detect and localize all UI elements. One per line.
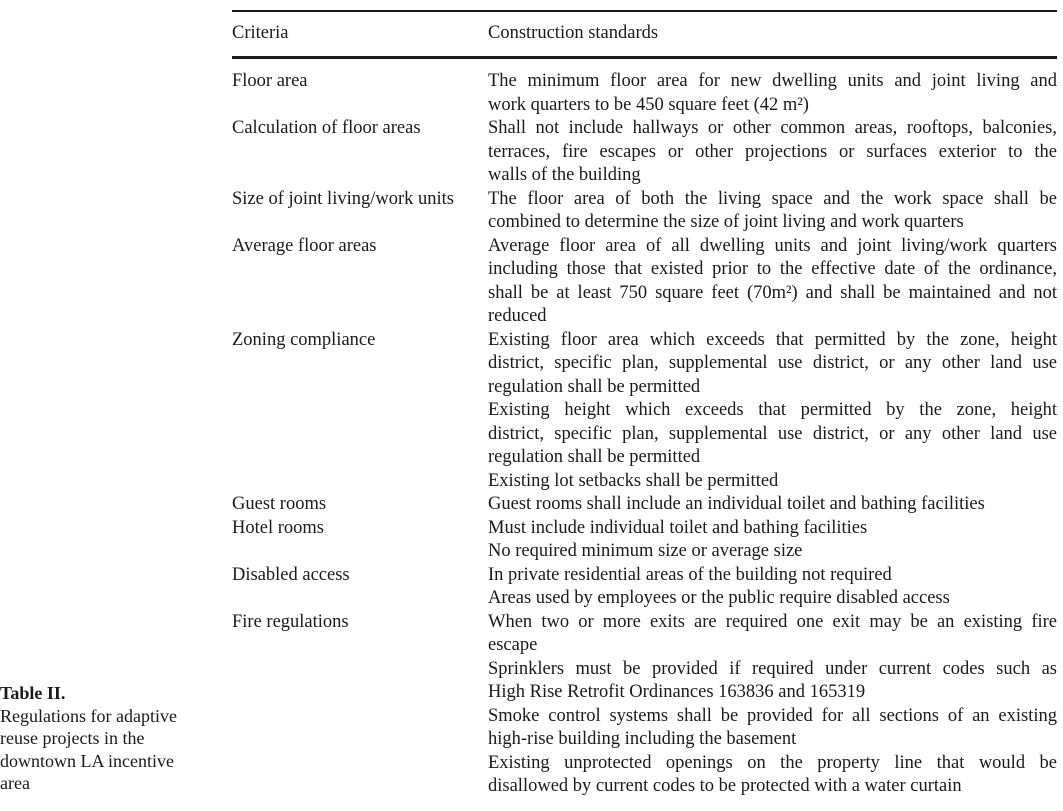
criteria-cell: Hotel rooms bbox=[232, 517, 324, 538]
table-body bbox=[232, 59, 1057, 799]
standards-line: reduced bbox=[488, 306, 547, 326]
standards-cell bbox=[488, 235, 1057, 329]
standards-line: terraces, fire escapes or other projections or surfaces exterior to the bbox=[488, 141, 1057, 162]
standards-line: Existing floor area which exceeds that permitted by the zone, height bbox=[488, 329, 1057, 350]
standards-line: High Rise Retrofit Ordinances 163836 and 165319 bbox=[488, 682, 866, 702]
standards-cell bbox=[488, 564, 1057, 611]
standards-line: Existing unprotected openings on the property line that would be bbox=[488, 752, 1057, 773]
criteria-cell: Fire regulations bbox=[232, 611, 349, 632]
standards-line: Shall not include hallways or other common areas, rooftops, balconies, bbox=[488, 118, 1057, 138]
criteria-cell: Average floor areas bbox=[232, 235, 377, 256]
table-row bbox=[232, 493, 1057, 517]
standards-line: district, specific plan, supplemental use district, or any other land use bbox=[488, 353, 1057, 373]
standards-line: disallowed by current codes to be protected with a water curtain bbox=[488, 776, 962, 796]
standards-line: regulation shall be permitted bbox=[488, 447, 701, 467]
caption-title: Table II. bbox=[0, 683, 66, 703]
standards-line: combined to determine the size of joint living and work quarters bbox=[488, 212, 964, 232]
table-row bbox=[232, 70, 1057, 117]
table-caption bbox=[0, 682, 220, 795]
standards-cell bbox=[488, 188, 1057, 235]
standards-line: Average floor area of all dwelling units and joint living/work quarters bbox=[488, 235, 1057, 256]
regulations-table bbox=[232, 10, 1057, 799]
table-row bbox=[232, 564, 1057, 611]
standards-cell bbox=[488, 70, 1057, 117]
table-header-row bbox=[232, 12, 1057, 56]
standards-cell bbox=[488, 611, 1057, 799]
standards-line: Must include individual toilet and bathing facilities bbox=[488, 517, 868, 538]
standards-line: including those that existed prior to the effective date of the ordinance, bbox=[488, 259, 1057, 279]
table-row bbox=[232, 611, 1057, 799]
criteria-cell: Calculation of floor areas bbox=[232, 118, 421, 138]
header-construction-standards: Construction standards bbox=[488, 23, 659, 44]
standards-line: Smoke control systems shall be provided for all sections of an existing bbox=[488, 705, 1057, 726]
standards-line: high-rise building including the basement bbox=[488, 729, 797, 749]
header-criteria: Criteria bbox=[232, 23, 289, 44]
standards-line: regulation shall be permitted bbox=[488, 376, 701, 397]
standards-cell bbox=[488, 117, 1057, 188]
caption-line: area bbox=[0, 773, 30, 793]
standards-cell bbox=[488, 493, 1057, 517]
standards-line: The floor area of both the living space and the work space shall be bbox=[488, 188, 1057, 209]
criteria-cell: Floor area bbox=[232, 71, 308, 91]
standards-line: Guest rooms shall include an individual toilet and bathing facilities bbox=[488, 494, 985, 514]
table-row bbox=[232, 117, 1057, 188]
table-row bbox=[232, 235, 1057, 329]
standards-line: shall be at least 750 square feet (70m²) and shall be maintained and not bbox=[488, 282, 1057, 303]
table-row bbox=[232, 188, 1057, 235]
standards-line: Existing lot setbacks shall be permitted bbox=[488, 470, 779, 491]
standards-line: work quarters to be 450 square feet (42 m²) bbox=[488, 94, 809, 115]
standards-line: Areas used by employees or the public require disabled access bbox=[488, 588, 950, 608]
criteria-cell: Size of joint living/work units bbox=[232, 188, 454, 209]
criteria-cell: Disabled access bbox=[232, 564, 350, 585]
criteria-cell: Guest rooms bbox=[232, 494, 327, 514]
standards-cell bbox=[488, 329, 1057, 494]
standards-line: district, specific plan, supplemental use district, or any other land use bbox=[488, 423, 1057, 444]
standards-line: Existing height which exceeds that permitted by the zone, height bbox=[488, 400, 1057, 420]
standards-line: walls of the building bbox=[488, 165, 641, 185]
standards-line: No required minimum size or average size bbox=[488, 541, 803, 561]
criteria-cell: Zoning compliance bbox=[232, 329, 376, 350]
caption-line: Regulations for adaptive bbox=[0, 705, 177, 726]
standards-line: When two or more exits are required one exit may be an existing fire bbox=[488, 611, 1057, 632]
standards-line: escape bbox=[488, 635, 538, 655]
table-row bbox=[232, 517, 1057, 564]
standards-cell bbox=[488, 517, 1057, 564]
caption-line: reuse projects in the bbox=[0, 728, 145, 748]
standards-line: The minimum floor area for new dwelling units and joint living and bbox=[488, 71, 1057, 91]
caption-line: downtown LA incentive bbox=[0, 750, 174, 771]
table-row bbox=[232, 329, 1057, 494]
standards-line: In private residential areas of the building not required bbox=[488, 564, 892, 585]
standards-line: Sprinklers must be provided if required under current codes such as bbox=[488, 658, 1057, 679]
